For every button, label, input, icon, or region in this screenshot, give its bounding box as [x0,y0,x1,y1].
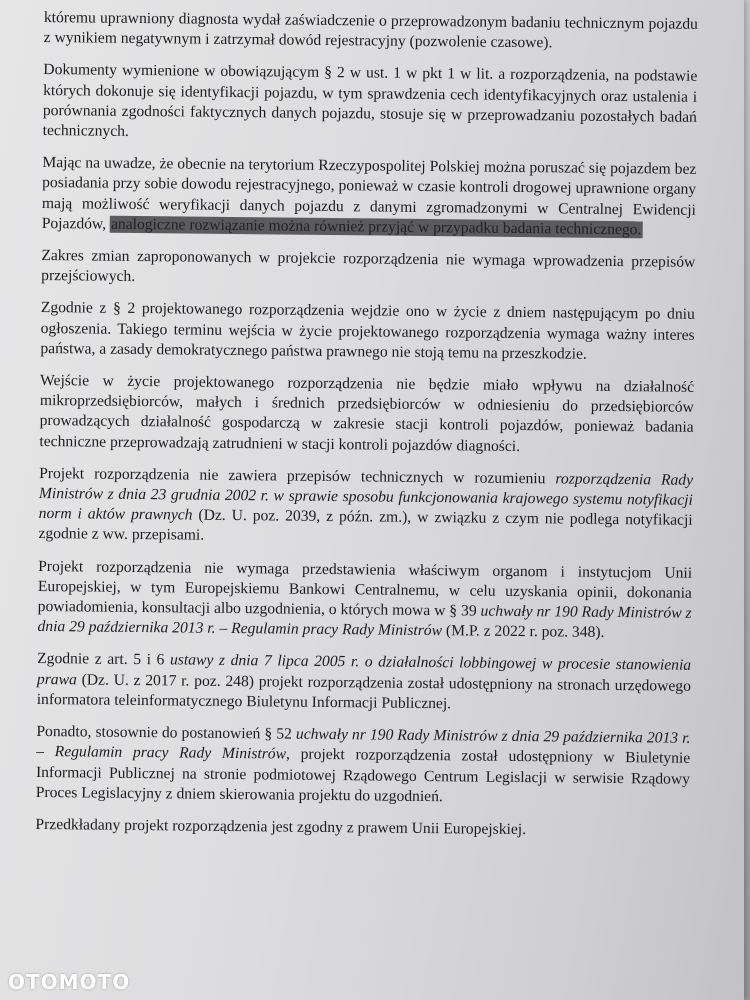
paragraph-p1 [44,8,698,55]
paragraph-p6 [39,371,694,459]
paragraph-p8 [37,557,692,645]
paragraph-p4 [41,246,695,293]
italic-citation: rozporządzenia Rady Ministrów z dnia 23 grudnia 2002 r. w sprawie sposobu funkcjonowania krajowego systemu notyfikacji norm i aktów prawnych [38,470,694,524]
paragraph-text: Dokumenty wymienione w obowiązującym § 2 w ust. 1 w pkt 1 w lit. a rozporządzenia, na podstawie których dokonuje się identyfikacji pojazdu, w tym sprawdzenia cech identyfikacyjnych oraz ustalenia i porównania zgodności faktycznych danych pojazdu, stosuje się w przeprowadzaniu pozostałych badań technicznych. [42,61,698,140]
paragraph-p9 [37,649,692,716]
paragraph-text: Przedkładany projekt rozporządzenia jest zgodny z prawem Unii Europejskiej. [35,815,527,838]
paragraph-p2 [43,60,698,148]
paragraph-text: Zgodnie z art. 5 i 6 [37,650,171,669]
paragraph-text: Projekt rozporządzenia nie zawiera przepisów technicznych w rozumieniu [39,464,556,488]
paragraph-p10 [36,722,691,810]
paragraph-text: (Dz. U. poz. 2039, z późn. zm.), w związku z czym nie podlega notyfikacji zgodnie z ww. przepisami. [38,506,693,545]
document-body [35,8,698,854]
paragraph-p5 [40,298,695,365]
paragraph-text: (Dz. U. z 2017 r. poz. 248) projekt rozporządzenia został udostępniony na stronach urzędowego informatora teleinformatycznego Biuletynu Informacji Publicznej. [36,671,692,713]
highlighted-text: analogiczne rozwiązanie można również przyjąć w przypadku badania technicznego. [110,215,642,239]
paragraph-p3 [42,153,697,241]
paragraph-text: Ponadto, stosownie do postanowień § 52 [36,723,297,743]
paragraph-text: Zgodnie z § 2 projektowanego rozporządzenia wejdzie ono w życie z dniem następującym po dniu ogłoszenia. Takiego terminu wejścia w życie projektowanego rozporządzenia wymaga ważny interes państwa, a zasady demokratycznego państwa prawnego nie stoją temu na przeszkodzie. [40,299,695,363]
paragraph-text: Mając na uwadze, że obecnie na terytorium Rzeczypospolitej Polskiej można poruszać się pojazdem bez posiadania przy sobie dowodu rejestracyjnego, ponieważ w czasie kontroli drogowej uprawnione organy mają możliwość weryfikacji danych pojazdu z danymi zgromadzonymi w Centralnej Ewidencji Pojazdów, [41,154,697,233]
paragraph-text: Projekt rozporządzenia nie wymaga przedstawienia właściwym organom i instytucjom Unii Europejskiej, w tym Europejskiemu Bankowi Centralnemu, w celu uzyskania opinii, dokonania powiadomienia, konsultacji albo uzgodnienia, o których mowa w § 39 [37,557,693,620]
paragraph-text: (M.P. z 2022 r. poz. 348). [441,622,605,642]
paragraph-text: Zakres zmian zaproponowanych w projekcie rozporządzenia nie wymaga wprowadzenia przepisów przejściowych. [41,247,696,286]
paragraph-p7 [38,464,693,552]
paragraph-text: Wejście w życie projektowanego rozporządzenia nie będzie miało wpływu na działalność mikroprzedsiębiorców, małych i średnich przedsiębiorców w odniesieniu do przedsiębiorców prowadzących działalność gospodarczą w zakresie stacji kontroli pojazdów, ponieważ badania techniczne przeprowadzają zatrudnieni w stacji kontroli pojazdów diagności. [39,372,695,455]
paragraph-text: któremu uprawniony diagnosta wydał zaświadczenie o przeprowadzonym badaniu technicznym pojazdu z wynikiem negatywnym i zatrzymał dowód rejestracyjny (pozwolenie czasowe). [43,8,698,52]
paragraph-text: , projekt rozporządzenia został udostępniony w Biuletynie Informacji Publicznej na stronie podmiotowej Rządowego Centrum Legislacji w serwisie Rządowy Proces Legislacyjny z dniem skierowania projektu do uzgodnień. [35,745,691,805]
otomoto-watermark: OTOMOTO [8,970,131,994]
italic-citation: ustawy z dnia 7 lipca 2005 r. o działalności lobbingowej w procesie stanowienia prawa [36,651,692,689]
italic-citation: uchwały nr 190 Rady Ministrów z dnia 29 października 2013 r. – Regulamin pracy Rady Ministrów [37,602,692,640]
italic-citation: uchwały nr 190 Rady Ministrów z dnia 29 października 2013 r. – Regulamin pracy Rady Ministrów [36,725,691,763]
paragraph-p11 [35,815,689,842]
